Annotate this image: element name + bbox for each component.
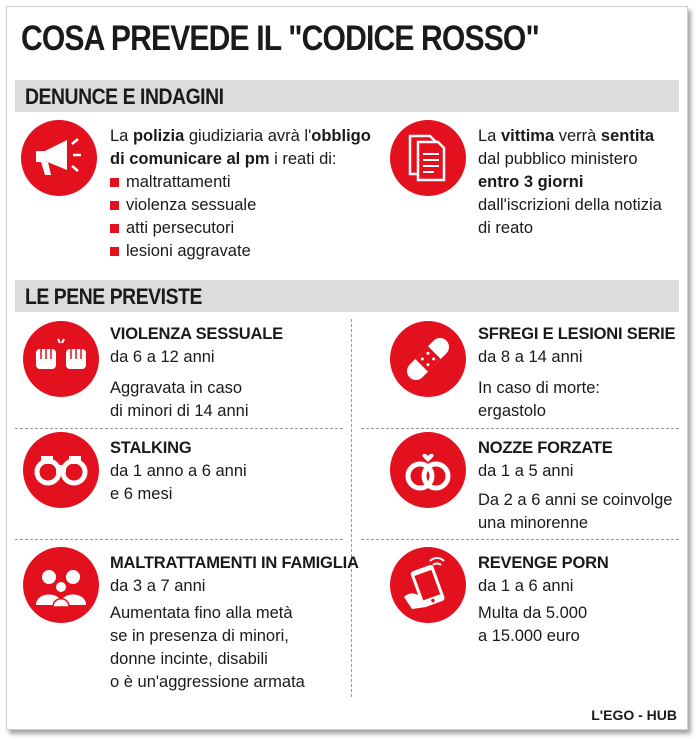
page-title: COSA PREVEDE IL "CODICE ROSSO" — [21, 19, 539, 58]
list-item: atti persecutori — [110, 217, 371, 240]
row-divider — [15, 428, 343, 429]
list-item: maltrattamenti — [110, 171, 371, 194]
rings-icon — [390, 432, 466, 508]
penalty-violenza-sessuale: VIOLENZA SESSUALE da 6 a 12 anni Aggravata in caso di minori di 14 anni — [110, 325, 283, 420]
penalty-sfregi: SFREGI E LESIONI SERIE da 8 a 14 anni In caso di morte: ergastolo — [478, 325, 676, 420]
list-item: violenza sessuale — [110, 194, 371, 217]
victim-hearing-text: La vittima verrà sentita dal pubblico ministero entro 3 giorni dall'iscrizioni della notizia di reato — [478, 127, 662, 237]
penalty-maltrattamenti: MALTRATTAMENTI IN FAMIGLIA da 3 a 7 anni Aumentata fino alla metà se in presenza di minori, donne incinte, disabili o è un'aggressione armata — [110, 554, 359, 691]
section-header-denunce — [15, 80, 679, 112]
credit-label: L'EGO - HUB — [591, 707, 677, 723]
bullet-square-icon — [110, 178, 119, 187]
row-divider — [361, 428, 679, 429]
row-divider — [15, 539, 343, 540]
binoculars-icon — [23, 432, 99, 508]
family-icon — [23, 547, 99, 623]
fists-icon — [23, 321, 99, 397]
penalty-stalking: STALKING da 1 anno a 6 anni e 6 mesi — [110, 439, 247, 503]
bullet-square-icon — [110, 247, 119, 256]
infographic-card — [6, 6, 688, 730]
section-header-pene — [15, 280, 679, 312]
bullet-square-icon — [110, 201, 119, 210]
phone-icon — [390, 547, 466, 623]
penalty-nozze-forzate: NOZZE FORZATE da 1 a 5 anni Da 2 a 6 anni se coinvolge una minorenne — [478, 439, 673, 532]
section-heading: LE PENE PREVISTE — [25, 284, 202, 309]
bandage-icon — [390, 321, 466, 397]
row-divider — [361, 539, 679, 540]
document-icon — [390, 120, 466, 196]
list-item: lesioni aggravate — [110, 240, 371, 263]
section-heading: DENUNCE E INDAGINI — [25, 84, 224, 109]
police-obligation-text: La polizia giudiziaria avrà l'obbligo di comunicare al pm i reati di: maltrattamenti violenza sessuale atti persecutori lesioni aggravate — [110, 125, 371, 263]
bullet-square-icon — [110, 224, 119, 233]
megaphone-icon — [21, 120, 97, 196]
penalty-revenge-porn: REVENGE PORN da 1 a 6 anni Multa da 5.000 a 15.000 euro — [478, 554, 609, 645]
